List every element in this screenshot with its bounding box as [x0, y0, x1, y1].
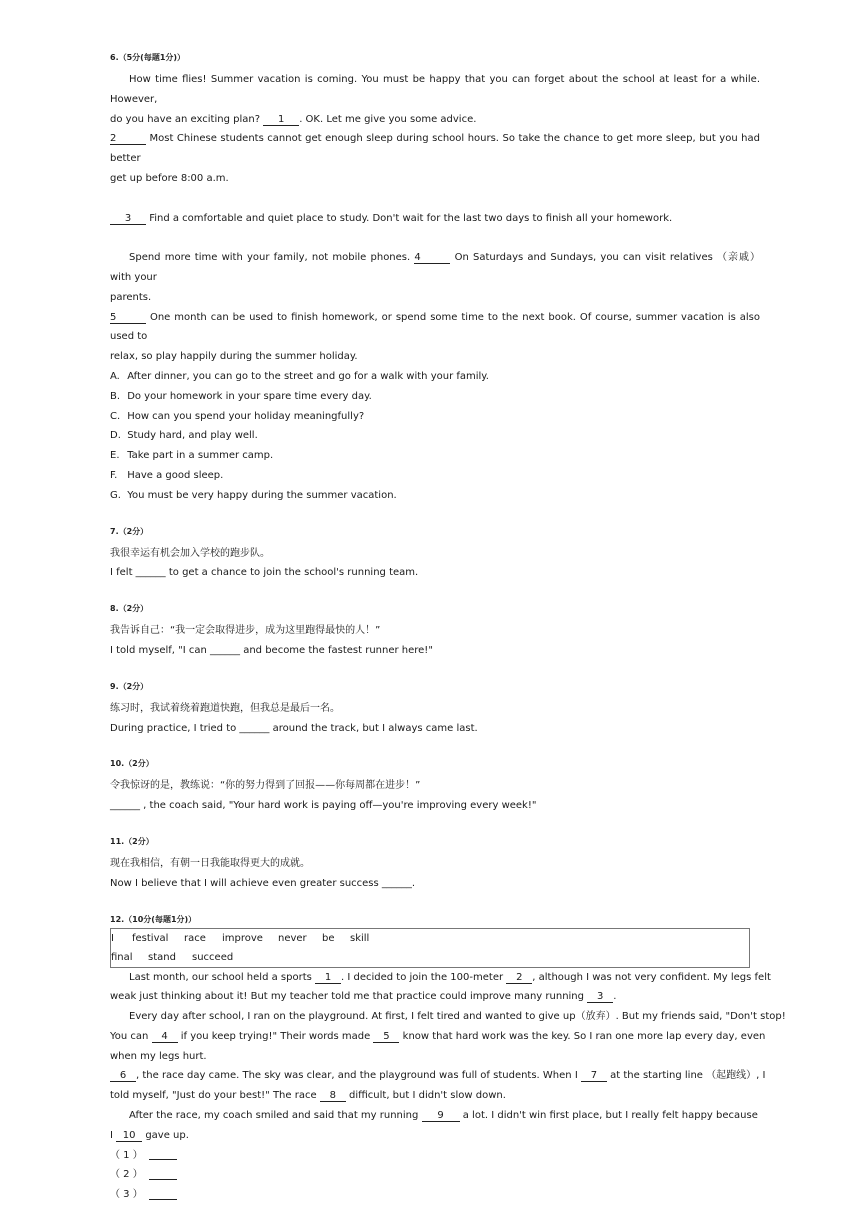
q6-text: Spend more time with your family, not mobile phones. — [129, 252, 411, 264]
q6-para1-text: How time flies! Summer vacation is coming. You must be happy that you can forget about the school at least for a while. However, — [110, 74, 760, 105]
q12-text: , although I was not very confident. My legs felt — [532, 971, 771, 983]
q8-chinese: 我告诉自己：“我一定会取得进步，成为这里跑得最快的人！” — [110, 625, 381, 637]
q12-para1-cont — [110, 987, 760, 1007]
q8-header: 8.（2分） — [110, 604, 149, 614]
q12-para2: Every day after school, I ran on the playground. At first, I felt tired and wanted to give up（放弃）. But my friends said, "Don't stop! — [129, 1011, 786, 1023]
blank-2[interactable]: 2 — [506, 972, 532, 984]
word: stand — [148, 951, 176, 963]
q12-para2-cont — [110, 1027, 766, 1047]
q6-text: . OK. Let me give you some advice. — [299, 113, 477, 125]
word: festival — [132, 932, 169, 944]
option-letter: F. — [110, 469, 118, 481]
q12-text: You can — [110, 1030, 149, 1042]
option-letter: D. — [110, 430, 121, 442]
answer-blank[interactable] — [149, 1149, 177, 1160]
q12-header: 12.（10分(每题1分)） — [110, 914, 197, 924]
option-text: How can you spend your holiday meaningfully? — [127, 410, 365, 422]
q6-para4-cont: parents. — [110, 291, 152, 303]
option-letter: B. — [110, 390, 121, 402]
q9-english: During practice, I tried to ______ around the track, but I always came last. — [110, 722, 478, 734]
q12-para4-cont — [110, 1126, 760, 1146]
blank-3[interactable]: 3 — [110, 213, 146, 225]
answer-blank[interactable] — [149, 1169, 177, 1180]
q12-text: , the race day came. The sky was clear, and the playground was full of students. When I — [136, 1070, 578, 1082]
word: improve — [222, 932, 263, 944]
word: succeed — [192, 951, 234, 963]
answer-number: （ 3 ） — [110, 1189, 143, 1201]
answer-line-1 — [110, 1146, 760, 1166]
q6-para4 — [110, 248, 760, 288]
q8-english: I told myself, "I can ______ and become the fastest runner here!" — [110, 644, 433, 656]
word: never — [278, 932, 307, 944]
q7-header: 7.（2分） — [110, 526, 149, 536]
blank-6[interactable]: 6 — [110, 1070, 136, 1082]
q12-para3 — [110, 1066, 766, 1086]
q6-para3 — [110, 209, 760, 229]
q6-text: Most Chinese students cannot get enough sleep during school hours. So take the chance to get more sleep, but you had better — [110, 133, 760, 165]
option-letter: C. — [110, 410, 121, 422]
word: be — [322, 932, 335, 944]
option-b — [110, 387, 760, 407]
blank-4[interactable]: 4 — [414, 252, 450, 264]
q12-text: if you keep trying!" Their words made — [180, 1030, 371, 1042]
word-bank-row — [111, 948, 242, 967]
blank-3[interactable]: 3 — [587, 991, 613, 1003]
q6-para2 — [110, 129, 760, 169]
blank-10[interactable]: 10 — [116, 1130, 142, 1142]
q7-english: I felt ______ to get a chance to join the school's running team. — [110, 567, 419, 579]
answer-line-3 — [110, 1185, 760, 1205]
word-bank — [110, 928, 750, 968]
word: skill — [350, 932, 370, 944]
word: I — [111, 932, 114, 944]
q12-text: a lot. I didn't win first place, but I really felt happy because — [462, 1110, 758, 1122]
q10-chinese: 令我惊讶的是，教练说：“你的努力得到了回报——你每周都在进步！” — [110, 780, 421, 792]
blank-5[interactable]: 5 — [110, 312, 146, 324]
option-g — [110, 486, 760, 506]
q12-para2-end: when my legs hurt. — [110, 1050, 207, 1062]
q9-chinese: 练习时，我试着绕着跑道快跑，但我总是最后一名。 — [110, 702, 340, 714]
option-d — [110, 426, 760, 446]
q6-text: One month can be used to finish homework, or spend some time to the next book. Of course, summer vacation is also used to — [110, 311, 761, 343]
q12-text: I — [110, 1129, 113, 1141]
q11-chinese: 现在我相信，有朝一日我能取得更大的成就。 — [110, 857, 310, 869]
q7-chinese: 我很幸运有机会加入学校的跑步队。 — [110, 547, 270, 559]
q12-text: told myself, "Just do your best!" The race — [110, 1090, 317, 1102]
option-text: Take part in a summer camp. — [127, 450, 274, 462]
q10-english: ______ , the coach said, "Your hard work is paying off—you're improving every week!" — [110, 800, 537, 812]
word: race — [184, 932, 206, 944]
blank-7[interactable]: 7 — [581, 1070, 607, 1082]
q12-text: . — [613, 991, 617, 1003]
q12-text: know that hard work was the key. So I ran one more lap every day, even — [402, 1030, 766, 1042]
q12-text: at the starting line （起跑线）, I — [610, 1070, 766, 1082]
q11-header: 11.（2分） — [110, 836, 154, 846]
q6-header: 6.（5分(每题1分)） — [110, 53, 186, 62]
blank-5[interactable]: 5 — [373, 1031, 399, 1043]
q12-para1 — [110, 968, 771, 988]
option-letter: A. — [110, 370, 120, 382]
q12-text: After the race, my coach smiled and said that my running — [129, 1110, 419, 1122]
q10-header: 10.（2分） — [110, 759, 154, 769]
q6-para1-cont — [110, 110, 760, 130]
blank-1[interactable]: 1 — [263, 114, 299, 126]
blank-8[interactable]: 8 — [320, 1090, 346, 1102]
q9-header: 9.（2分） — [110, 681, 149, 691]
option-text: Do your homework in your spare time every day. — [127, 390, 372, 402]
option-e — [110, 446, 760, 466]
blank-1[interactable]: 1 — [315, 972, 341, 984]
q12-text: difficult, but I didn't slow down. — [349, 1090, 506, 1102]
answer-number: （ 1 ） — [110, 1149, 143, 1161]
option-text: Study hard, and play well. — [127, 430, 258, 442]
option-letter: G. — [110, 489, 121, 501]
option-text: You must be very happy during the summer vacation. — [127, 489, 397, 501]
answer-line-2 — [110, 1165, 760, 1185]
q6-text: On Saturdays and Sundays, you can visit relatives （亲戚） with your — [110, 252, 760, 283]
blank-2[interactable]: 2 — [110, 133, 146, 145]
q6-text: do you have an exciting plan? — [110, 113, 261, 125]
option-a — [110, 367, 760, 387]
q12-text: gave up. — [145, 1129, 189, 1141]
q12-text: Last month, our school held a sports — [129, 971, 312, 983]
q12-text: weak just thinking about it! But my teacher told me that practice could improve many running — [110, 991, 584, 1003]
option-f — [110, 466, 760, 486]
answer-blank[interactable] — [149, 1189, 177, 1200]
blank-9[interactable]: 9 — [422, 1110, 460, 1122]
q11-english: Now I believe that I will achieve even greater success ______. — [110, 877, 416, 889]
q6-para2-cont: get up before 8:00 a.m. — [110, 172, 229, 184]
q12-para4 — [110, 1106, 760, 1126]
option-text: Have a good sleep. — [127, 469, 224, 481]
q6-para5-cont: relax, so play happily during the summer holiday. — [110, 351, 358, 363]
option-letter: E. — [110, 450, 120, 462]
word: final — [111, 951, 133, 963]
worksheet — [110, 52, 786, 1205]
q12-text: . I decided to join the 100-meter — [341, 971, 504, 983]
answer-number: （ 2 ） — [110, 1169, 143, 1181]
q12-para3-cont — [110, 1086, 760, 1106]
q6-para1 — [110, 70, 760, 110]
blank-4[interactable]: 4 — [152, 1031, 178, 1043]
q6-text: Find a comfortable and quiet place to study. Don't wait for the last two days to finish all your homework. — [149, 212, 673, 224]
option-c — [110, 407, 760, 427]
q6-para5 — [110, 308, 760, 348]
word-bank-row — [111, 929, 390, 948]
option-text: After dinner, you can go to the street and go for a walk with your family. — [127, 370, 489, 382]
